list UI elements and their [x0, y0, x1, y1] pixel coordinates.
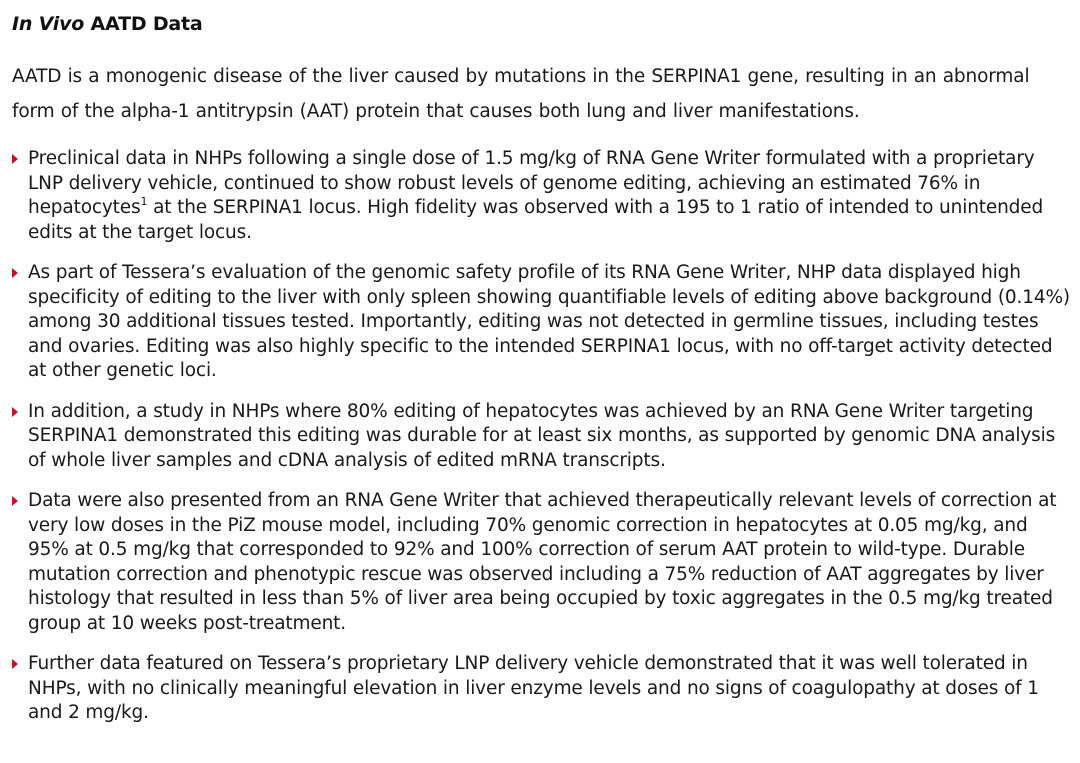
bullet-text-pre: Preclinical data in NHPs following a single dose of 1.5 mg/kg of RNA Gene Writer formulated with a proprietary LNP delivery vehicle, continued to show robust levels of genome editing, achieving an estimated 76% in hepatocytes [28, 148, 1035, 218]
triangle-bullet-icon [12, 659, 18, 669]
bullet-text-post: at the SERPINA1 locus. High fidelity was observed with a 195 to 1 ratio of intended to unintended edits at the target locus. [28, 197, 1044, 243]
heading-italic: In Vivo [12, 13, 85, 35]
bullet-text: Data were also presented from an RNA Gene Writer that achieved therapeutically relevant levels of correction at very low doses in the PiZ mouse model, including 70% genomic correction in hepatocytes at 0.05 mg/kg, and 95% at 0.5 mg/kg that corresponded to 92% and 100% correction of serum AAT protein to wild-type. Durable mutation correction and phenotypic rescue was observed including a 75% reduction of AAT aggregates by liver histology that resulted in less than 5% of liver area being occupied by toxic aggregates in the 0.5 mg/kg treated group at 10 weeks post-treatment. [28, 490, 1057, 634]
section-heading [12, 12, 1072, 36]
bullet-item [12, 400, 1072, 474]
bullet-text: In addition, a study in NHPs where 80% editing of hepatocytes was achieved by an RNA Gene Writer targeting SERPINA1 demonstrated this editing was durable for at least six months, as supported by genomic DNA analysis of whole liver samples and cDNA analysis of edited mRNA transcripts. [28, 400, 1056, 471]
bullet-item [12, 489, 1072, 636]
triangle-bullet-icon [12, 268, 18, 278]
bullet-text: As part of Tessera’s evaluation of the genomic safety profile of its RNA Gene Writer, NHP data displayed high specificity of editing to the liver with only spleen showing quantifiable levels of editing above background (0.14%) among 30 additional tissues tested. Importantly, editing was not detected in germline tissues, including testes and ovaries. Editing was also highly specific to the intended SERPINA1 locus, with no off-target activity detected at other genetic loci. [28, 262, 1070, 381]
triangle-bullet-icon [12, 407, 18, 417]
heading-rest: AATD Data [84, 13, 203, 35]
bullet-item [12, 147, 1072, 245]
bullet-item [12, 652, 1072, 726]
footnote-marker: 1 [140, 195, 148, 208]
bullet-item [12, 261, 1072, 384]
intro-paragraph: AATD is a monogenic disease of the liver caused by mutations in the SERPINA1 gene, resulting in an abnormal form of the alpha-1 antitrypsin (AAT) protein that causes both lung and liver manifestations. [12, 66, 1030, 122]
bullet-text: Further data featured on Tessera’s proprietary LNP delivery vehicle demonstrated that it was well tolerated in NHPs, with no clinically meaningful elevation in liver enzyme levels and no signs of coagulopathy at doses of 1 and 2 mg/kg. [28, 653, 1039, 723]
triangle-bullet-icon [12, 496, 18, 506]
bullet-list [12, 147, 1072, 726]
triangle-bullet-icon [12, 154, 18, 164]
